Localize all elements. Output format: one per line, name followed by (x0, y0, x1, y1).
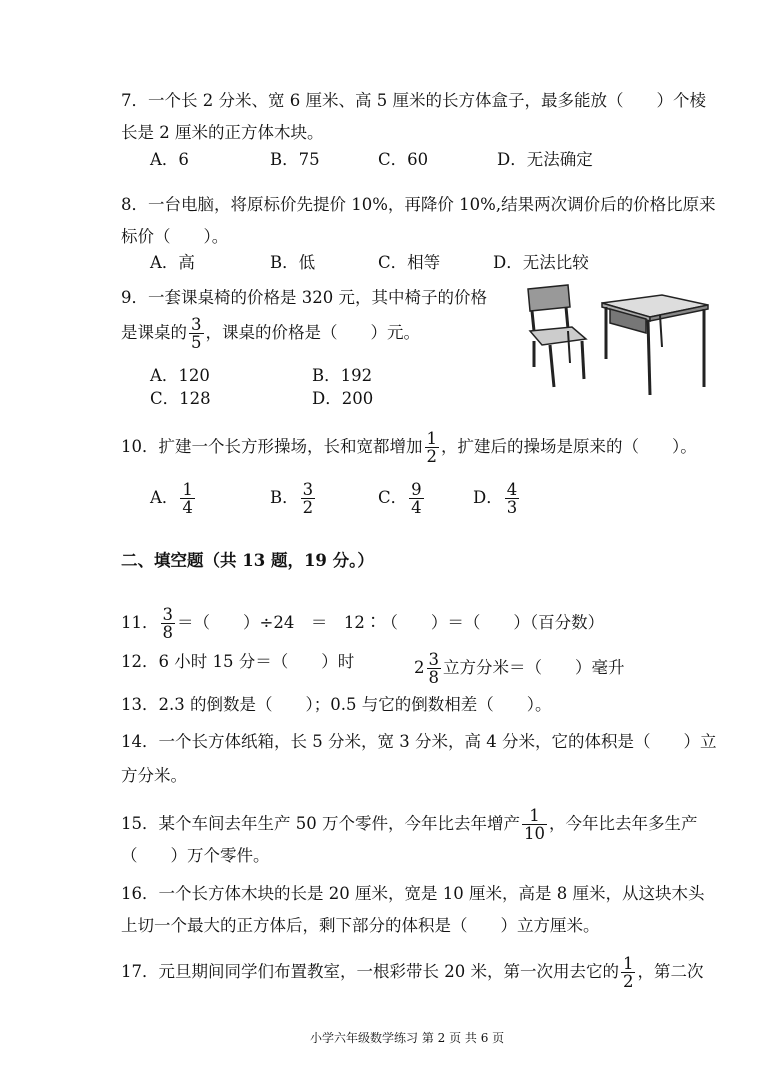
q16-line1: 16．一个长方体木块的长是 20 厘米，宽是 10 厘米，高是 8 厘米，从这块木头 (121, 884, 705, 903)
q9-fraction: $\frac{3}{5}$ (191, 315, 202, 352)
q8-option-c: C．相等 (378, 253, 441, 272)
q12-part1: 12．6 小时 15 分＝（ ）时 (121, 652, 355, 671)
q10-option-b: B． $\frac{3}{2}$ (270, 480, 314, 517)
q7-option-b: B．75 (270, 150, 320, 169)
q15-line1: 15．某个车间去年生产 50 万个零件，今年比去年增产 $\frac{1}{10}$ ，今年比去年多生产 (121, 806, 698, 843)
q10-option-c: C． $\frac{9}{4}$ (378, 480, 422, 517)
q8-option-d: D．无法比较 (493, 253, 589, 272)
q9-line2: 是课桌的 $\frac{3}{5}$ ，课桌的价格是（ ）元。 (121, 315, 420, 352)
q7-option-a: A．6 (150, 150, 189, 169)
q9-option-a: A．120 (150, 366, 210, 385)
q7-line2: 长是 2 厘米的正方体木块。 (121, 123, 324, 142)
q9-line1: 9．一套课桌椅的价格是 320 元，其中椅子的价格 (121, 288, 487, 307)
q12-fraction: $\frac{3}{8}$ (428, 650, 439, 687)
q13-line: 13．2.3 的倒数是（ ）；0.5 与它的倒数相差（ ）。 (121, 695, 552, 714)
q7-option-d: D．无法确定 (497, 150, 593, 169)
q14-line2: 方分米。 (121, 766, 187, 785)
q7-option-c: C．60 (378, 150, 429, 169)
q8-option-a: A．高 (150, 253, 195, 272)
q12-part2: 2 $\frac{3}{8}$ 立方分米＝（ ）毫升 (414, 650, 625, 687)
q8-line1: 8．一台电脑，将原标价先提价 10%，再降价 10%,结果两次调价后的价格比原来 (121, 195, 716, 214)
chair-and-desk-illustration (520, 283, 720, 398)
q16-line2: 上切一个最大的正方体后，剩下部分的体积是（ ）立方厘米。 (121, 916, 600, 935)
q9-option-d: D．200 (312, 389, 374, 408)
q17-line: 17．元旦期间同学们布置教室，一根彩带长 20 米，第一次用去它的 $\frac{1}{2}$ ，第二次 (121, 954, 704, 991)
q10-option-d: D． $\frac{4}{3}$ (473, 480, 518, 517)
q9-option-b: B．192 (312, 366, 373, 385)
q10-line: 10．扩建一个长方形操场，长和宽都增加 $\frac{1}{2}$ ，扩建后的操场是原来的（ ）。 (121, 429, 697, 466)
q15-fraction: $\frac{1}{10}$ (523, 806, 545, 843)
q10-fraction: $\frac{1}{2}$ (426, 429, 437, 466)
q10-option-a: A． $\frac{1}{4}$ (150, 480, 193, 517)
q9-option-c: C．128 (150, 389, 211, 408)
section-heading: 二、填空题（共 13 题，19 分。） (121, 551, 374, 570)
q15-line2: （ ）万个零件。 (121, 846, 270, 865)
q14-line1: 14．一个长方体纸箱，长 5 分米，宽 3 分米，高 4 分米，它的体积是（ ）立 (121, 732, 717, 751)
q7-line1: 7．一个长 2 分米、宽 6 厘米、高 5 厘米的长方体盒子，最多能放（ ）个棱 (121, 91, 706, 110)
q8-option-b: B．低 (270, 253, 316, 272)
page-footer: 小学六年级数学练习 第 2 页 共 6 页 (310, 1031, 505, 1045)
q11-fraction: $\frac{3}{8}$ (162, 605, 173, 642)
q8-line2: 标价（ ）。 (121, 227, 229, 246)
q11-line: 11． $\frac{3}{8}$ ＝（ ）÷24 ＝ 12∶（ ）＝（ ）（百分数） (121, 605, 605, 642)
q17-fraction: $\frac{1}{2}$ (622, 954, 634, 991)
